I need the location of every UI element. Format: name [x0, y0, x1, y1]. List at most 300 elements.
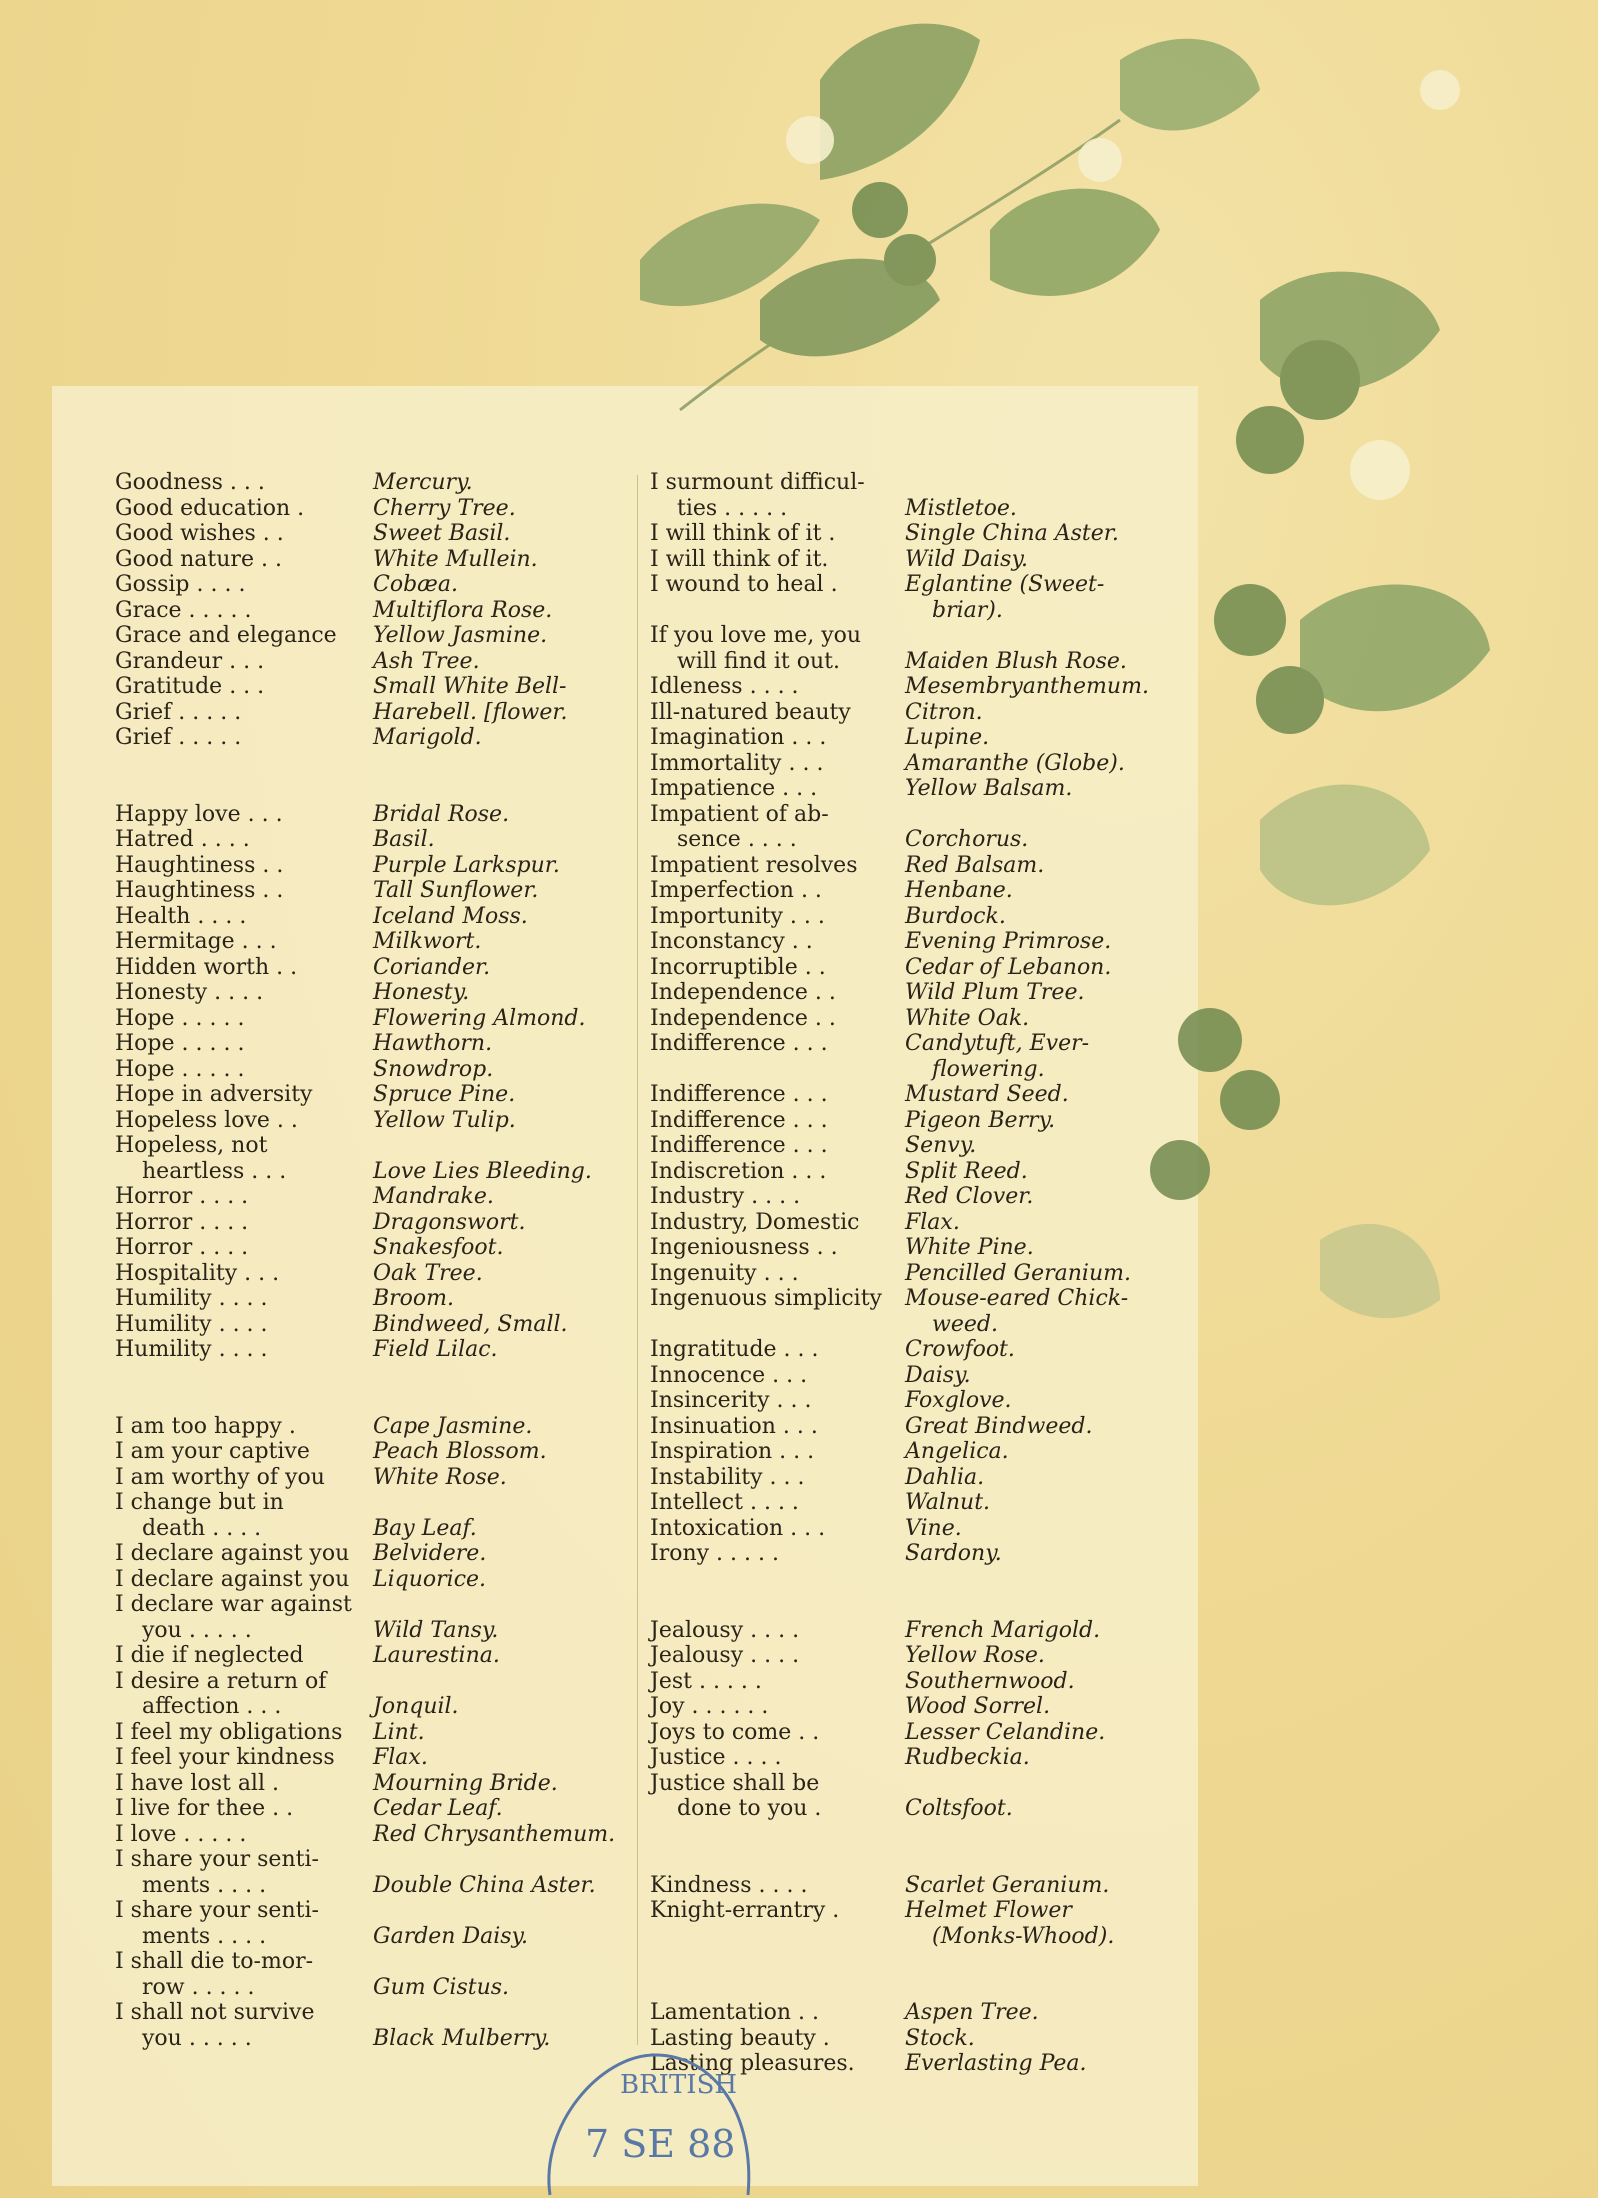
- flower-name: Mouse-eared Chick-: [905, 1286, 1129, 1311]
- glossary-row: [115, 1490, 635, 1516]
- sentiment-term: sence . . . .: [677, 827, 797, 852]
- flower-name: Angelica.: [905, 1439, 1009, 1464]
- sentiment-term: Gratitude . . .: [115, 674, 265, 699]
- sentiment-term: Hope in adversity: [115, 1082, 313, 1107]
- glossary-row: [115, 1184, 635, 1210]
- flower-name: Maiden Blush Rose.: [905, 648, 1127, 674]
- sentiment-term: I have lost all .: [115, 1770, 279, 1796]
- sentiment-term: Ingratitude . . .: [650, 1337, 819, 1362]
- glossary-row: [650, 496, 1170, 522]
- flower-name: (Monks-Whood).: [932, 1923, 1115, 1949]
- flower-name: Pencilled Geranium.: [905, 1260, 1131, 1286]
- sentiment-term: will find it out.: [677, 648, 840, 674]
- glossary-row: [650, 2000, 1170, 2026]
- flower-name: Double China Aster.: [373, 1872, 596, 1898]
- glossary-row: [115, 1618, 635, 1644]
- flower-name: Wild Daisy.: [905, 546, 1028, 572]
- sentiment-term: ments . . . .: [142, 1872, 267, 1898]
- sentiment-term: Importunity . . .: [650, 903, 825, 929]
- glossary-row: [650, 1159, 1170, 1185]
- glossary-row: [650, 1184, 1170, 1210]
- flower-name: Field Lilac.: [373, 1337, 498, 1362]
- glossary-row: [650, 1771, 1170, 1797]
- sentiment-term: row . . . . .: [142, 1974, 255, 2000]
- library-stamp: [540, 2045, 760, 2198]
- glossary-row: [115, 929, 635, 955]
- glossary-row: [650, 1490, 1170, 1516]
- glossary-row: [115, 1261, 635, 1287]
- flower-name: Crowfoot.: [905, 1337, 1015, 1362]
- sentiment-term: Insinuation . . .: [650, 1413, 818, 1439]
- flower-name: Flowering Almond.: [373, 1005, 586, 1031]
- flower-name: Gum Cistus.: [373, 1974, 510, 2000]
- sentiment-term: Goodness . . .: [115, 470, 265, 495]
- sentiment-term: Joys to come . .: [650, 1719, 820, 1745]
- glossary-row: [650, 1439, 1170, 1465]
- flower-name: Henbane.: [905, 878, 1013, 903]
- sentiment-term: Lamentation . .: [650, 2000, 819, 2025]
- flower-name: White Rose.: [373, 1464, 507, 1490]
- glossary-row: [115, 904, 635, 930]
- flower-name: Mourning Bride.: [373, 1770, 558, 1796]
- flower-name: Cedar Leaf.: [373, 1796, 503, 1821]
- glossary-row: [650, 1618, 1170, 1644]
- glossary-row: [650, 1541, 1170, 1567]
- flower-name: Lint.: [373, 1719, 425, 1745]
- sentiment-term: I will think of it.: [650, 546, 829, 572]
- sentiment-term: I am worthy of you: [115, 1464, 325, 1490]
- sentiment-term: Good nature . .: [115, 546, 282, 572]
- flower-name: Wood Sorrel.: [905, 1694, 1051, 1719]
- glossary-row: [115, 1592, 635, 1618]
- flower-name: White Mullein.: [373, 546, 538, 572]
- blank-line: [115, 751, 635, 777]
- flower-name: Mustard Seed.: [905, 1082, 1069, 1107]
- stamp-date: 7 SE 88: [585, 2122, 736, 2166]
- flower-name: Snakesfoot.: [373, 1235, 504, 1260]
- glossary-row: [115, 1873, 635, 1899]
- flower-name: Garden Daisy.: [373, 1923, 529, 1949]
- flower-name: Peach Blossom.: [373, 1439, 547, 1464]
- flower-name: Yellow Balsam.: [905, 776, 1073, 801]
- sentiment-term: you . . . . .: [142, 1617, 252, 1643]
- sentiment-term: Indifference . . .: [650, 1107, 828, 1133]
- sentiment-term: Grace and elegance: [115, 623, 337, 648]
- glossary-row: [650, 623, 1170, 649]
- flower-name: Laurestina.: [373, 1643, 500, 1668]
- sentiment-term: I am too happy .: [115, 1413, 296, 1439]
- sentiment-term: you . . . . .: [142, 2025, 252, 2051]
- flower-name: Bindweed, Small.: [373, 1311, 568, 1337]
- glossary-row: [115, 1082, 635, 1108]
- flower-name: Wild Plum Tree.: [905, 980, 1085, 1005]
- glossary-row: [115, 1720, 635, 1746]
- sentiment-term: Good wishes . .: [115, 521, 284, 546]
- flower-name: Great Bindweed.: [905, 1413, 1093, 1439]
- flower-name: Ash Tree.: [373, 648, 480, 674]
- sentiment-term: Grief . . . . .: [115, 725, 242, 750]
- blank-line: [650, 1847, 1170, 1873]
- column-divider: [637, 475, 638, 2045]
- sentiment-term: I love . . . . .: [115, 1821, 247, 1847]
- glossary-row: [650, 725, 1170, 751]
- glossary-row: [650, 1057, 1170, 1083]
- glossary-row: [650, 929, 1170, 955]
- flower-name: Senvy.: [905, 1133, 977, 1158]
- flower-name: Milkwort.: [373, 929, 482, 954]
- sentiment-term: Indifference . . .: [650, 1031, 828, 1056]
- flower-name: Tall Sunflower.: [373, 878, 539, 903]
- flower-name: French Marigold.: [905, 1617, 1101, 1643]
- sentiment-term: done to you .: [677, 1796, 822, 1821]
- glossary-row: [115, 1975, 635, 2001]
- flower-name: Black Mulberry.: [373, 2025, 551, 2051]
- flower-name: Purple Larkspur.: [373, 852, 560, 878]
- glossary-row: [115, 1286, 635, 1312]
- flower-name: White Pine.: [905, 1235, 1034, 1260]
- glossary-row: [115, 827, 635, 853]
- flower-name: Evening Primrose.: [905, 929, 1112, 954]
- sentiment-term: Gossip . . . .: [115, 572, 246, 597]
- flower-name: Pigeon Berry.: [905, 1107, 1056, 1133]
- flower-name: Sweet Basil.: [373, 521, 511, 546]
- glossary-row: [650, 1363, 1170, 1389]
- glossary-row: [650, 1898, 1170, 1924]
- sentiment-term: Industry . . . .: [650, 1184, 801, 1209]
- sentiment-term: Ingenuous simplicity: [650, 1286, 882, 1311]
- flower-name: Yellow Jasmine.: [373, 623, 548, 648]
- sentiment-term: Humility . . . .: [115, 1337, 268, 1362]
- sentiment-term: Lasting pleasures.: [650, 2051, 855, 2076]
- sentiment-term: Horror . . . .: [115, 1184, 249, 1209]
- sentiment-term: Idleness . . . .: [650, 674, 799, 699]
- sentiment-term: I live for thee . .: [115, 1796, 294, 1821]
- flower-name: Candytuft, Ever-: [905, 1031, 1090, 1056]
- flower-name: Marigold.: [373, 725, 482, 750]
- flower-name: Daisy.: [905, 1362, 971, 1388]
- flower-name: Burdock.: [905, 903, 1006, 929]
- flower-name: Citron.: [905, 699, 983, 725]
- flower-name: Snowdrop.: [373, 1056, 494, 1082]
- flower-name: Harebell. [flower.: [373, 699, 568, 725]
- sentiment-term: I surmount difficul-: [650, 470, 865, 495]
- glossary-row: [115, 1133, 635, 1159]
- sentiment-term: I shall die to-mor-: [115, 1949, 314, 1974]
- glossary-row: [115, 1235, 635, 1261]
- glossary-row: [650, 955, 1170, 981]
- glossary-row: [650, 1745, 1170, 1771]
- sentiment-term: death . . . .: [142, 1515, 262, 1541]
- sentiment-term: Hopeless, not: [115, 1133, 268, 1158]
- glossary-row: [115, 623, 635, 649]
- glossary-row: [115, 1439, 635, 1465]
- flower-name: Mistletoe.: [905, 495, 1017, 521]
- glossary-row: [650, 1337, 1170, 1363]
- left-column: [115, 470, 635, 2051]
- glossary-row: [115, 470, 635, 496]
- glossary-row: [115, 1567, 635, 1593]
- sentiment-term: Haughtiness . .: [115, 852, 284, 878]
- flower-name: Split Reed.: [905, 1158, 1028, 1184]
- flower-name: Rudbeckia.: [905, 1745, 1030, 1770]
- glossary-row: [650, 1414, 1170, 1440]
- glossary-row: [115, 955, 635, 981]
- sentiment-term: Imagination . . .: [650, 725, 827, 750]
- glossary-row: [115, 547, 635, 573]
- sentiment-term: Intellect . . . .: [650, 1490, 799, 1515]
- sentiment-term: I declare against you: [115, 1566, 350, 1592]
- glossary-row: [115, 1796, 635, 1822]
- flower-name: Aspen Tree.: [905, 2000, 1039, 2025]
- sentiment-term: I declare war against: [115, 1592, 352, 1617]
- glossary-row: [650, 853, 1170, 879]
- flower-name: Hawthorn.: [373, 1031, 493, 1056]
- sentiment-term: Instability . . .: [650, 1464, 805, 1490]
- glossary-row: [650, 470, 1170, 496]
- flower-name: Corchorus.: [905, 827, 1029, 852]
- glossary-row: [115, 1541, 635, 1567]
- glossary-row: [650, 1286, 1170, 1312]
- sentiment-term: Horror . . . .: [115, 1235, 249, 1260]
- blank-line: [115, 776, 635, 802]
- glossary-row: [115, 1108, 635, 1134]
- sentiment-term: Kindness . . . .: [650, 1872, 808, 1898]
- blank-line: [650, 1567, 1170, 1593]
- sentiment-term: Independence . .: [650, 980, 836, 1005]
- glossary-row: [650, 776, 1170, 802]
- sentiment-term: I feel my obligations: [115, 1719, 343, 1745]
- glossary-row: [115, 878, 635, 904]
- glossary-row: [650, 1082, 1170, 1108]
- flower-name: Multiflora Rose.: [373, 597, 553, 623]
- glossary-row: [115, 1159, 635, 1185]
- flower-name: Red Chrysanthemum.: [373, 1821, 616, 1847]
- glossary-row: [115, 1745, 635, 1771]
- glossary-row: [115, 1694, 635, 1720]
- sentiment-term: I share your senti-: [115, 1898, 319, 1923]
- glossary-row: [115, 598, 635, 624]
- blank-line: [650, 1949, 1170, 1975]
- glossary-row: [115, 496, 635, 522]
- flower-name: Red Clover.: [905, 1184, 1034, 1209]
- sentiment-term: Indifference . . .: [650, 1133, 828, 1158]
- sentiment-term: Incorruptible . .: [650, 954, 826, 980]
- glossary-row: [650, 1924, 1170, 1950]
- sentiment-term: Humility . . . .: [115, 1311, 268, 1337]
- sentiment-term: I share your senti-: [115, 1847, 319, 1872]
- glossary-row: [115, 980, 635, 1006]
- sentiment-term: Indiscretion . . .: [650, 1158, 827, 1184]
- flower-name: Oak Tree.: [373, 1260, 483, 1286]
- glossary-row: [115, 1006, 635, 1032]
- glossary-row: [115, 1031, 635, 1057]
- sentiment-term: I wound to heal .: [650, 572, 838, 597]
- glossary-row: [115, 1643, 635, 1669]
- glossary-row: [650, 1873, 1170, 1899]
- flower-name: Belvidere.: [373, 1541, 487, 1566]
- sentiment-term: I feel your kindness: [115, 1745, 335, 1770]
- sentiment-term: Good education .: [115, 495, 305, 521]
- glossary-row: [650, 649, 1170, 675]
- sentiment-term: Intoxication . . .: [650, 1515, 826, 1541]
- sentiment-term: Grace . . . . .: [115, 597, 252, 623]
- glossary-row: [650, 1720, 1170, 1746]
- sentiment-term: Jealousy . . . .: [650, 1643, 800, 1668]
- sentiment-term: heartless . . .: [142, 1158, 287, 1184]
- sentiment-term: If you love me, you: [650, 623, 862, 648]
- flower-name: Bay Leaf.: [373, 1515, 477, 1541]
- sentiment-term: Grief . . . . .: [115, 699, 242, 725]
- glossary-row: [115, 521, 635, 547]
- sentiment-term: Hospitality . . .: [115, 1260, 280, 1286]
- flower-name: Stock.: [905, 2025, 975, 2051]
- flower-name: Bridal Rose.: [373, 801, 510, 827]
- glossary-row: [115, 1847, 635, 1873]
- sentiment-term: Happy love . . .: [115, 801, 283, 827]
- sentiment-term: Jealousy . . . .: [650, 1617, 800, 1643]
- glossary-row: [650, 802, 1170, 828]
- sentiment-term: Hope . . . . .: [115, 1005, 245, 1031]
- sentiment-term: Ingenuity . . .: [650, 1260, 799, 1286]
- flower-name: Flax.: [905, 1209, 960, 1235]
- sentiment-term: Hope . . . . .: [115, 1031, 245, 1056]
- glossary-row: [650, 1694, 1170, 1720]
- flower-name: Lesser Celandine.: [905, 1719, 1106, 1745]
- flower-name: Yellow Rose.: [905, 1643, 1045, 1668]
- blank-line: [115, 1363, 635, 1389]
- sentiment-term: Industry, Domestic: [650, 1209, 860, 1235]
- flower-name: Helmet Flower: [905, 1898, 1072, 1923]
- blank-line: [115, 1388, 635, 1414]
- flower-name: Everlasting Pea.: [905, 2051, 1087, 2076]
- glossary-row: [650, 1669, 1170, 1695]
- sentiment-term: Hatred . . . .: [115, 827, 250, 852]
- sentiment-term: Independence . .: [650, 1005, 836, 1031]
- flower-name: Dahlia.: [905, 1464, 985, 1490]
- glossary-row: [115, 649, 635, 675]
- glossary-row: [650, 1031, 1170, 1057]
- glossary-row: [650, 547, 1170, 573]
- stamp-top-text: BRITISH: [620, 2070, 738, 2100]
- sentiment-term: Humility . . . .: [115, 1286, 268, 1311]
- sentiment-term: I change but in: [115, 1490, 284, 1515]
- flower-name: Amaranthe (Globe).: [905, 750, 1125, 776]
- sentiment-term: Hopeless love . .: [115, 1107, 298, 1133]
- glossary-row: [650, 598, 1170, 624]
- glossary-row: [650, 1006, 1170, 1032]
- glossary-row: [115, 1924, 635, 1950]
- glossary-row: [650, 904, 1170, 930]
- flower-name: Cedar of Lebanon.: [905, 954, 1112, 980]
- sentiment-term: I shall not survive: [115, 2000, 315, 2025]
- glossary-row: [650, 674, 1170, 700]
- sentiment-term: Hidden worth . .: [115, 954, 298, 980]
- flower-name: Cape Jasmine.: [373, 1413, 533, 1439]
- sentiment-term: I will think of it .: [650, 521, 836, 546]
- sentiment-term: I desire a return of: [115, 1668, 327, 1694]
- glossary-row: [650, 1643, 1170, 1669]
- glossary-row: [115, 1465, 635, 1491]
- glossary-row: [650, 751, 1170, 777]
- flower-name: Sardony.: [905, 1541, 1002, 1566]
- glossary-row: [115, 1057, 635, 1083]
- flower-name: Flax.: [373, 1745, 428, 1770]
- glossary-row: [650, 1796, 1170, 1822]
- sentiment-term: Hope . . . . .: [115, 1056, 245, 1082]
- glossary-row: [115, 802, 635, 828]
- flower-name: briar).: [932, 597, 1003, 623]
- flower-name: Dragonswort.: [373, 1209, 526, 1235]
- flower-name: Small White Bell-: [373, 674, 567, 699]
- glossary-row: [650, 1312, 1170, 1338]
- flower-name: Liquorice.: [373, 1566, 487, 1592]
- glossary-row: [115, 572, 635, 598]
- blank-line: [650, 1975, 1170, 2001]
- glossary-row: [115, 1771, 635, 1797]
- sentiment-term: Hermitage . . .: [115, 929, 277, 954]
- flower-name: Mercury.: [373, 470, 473, 495]
- glossary-row: [115, 1949, 635, 1975]
- flower-name: Single China Aster.: [905, 521, 1119, 546]
- flower-name: Lupine.: [905, 725, 990, 750]
- sentiment-term: Justice shall be: [650, 1770, 820, 1796]
- glossary-row: [115, 853, 635, 879]
- sentiment-term: Impatient resolves: [650, 852, 858, 878]
- sentiment-term: Impatient of ab-: [650, 801, 829, 827]
- blank-line: [650, 1592, 1170, 1618]
- glossary-row: [650, 1516, 1170, 1542]
- sentiment-term: Knight-errantry .: [650, 1898, 840, 1923]
- flower-name: Coriander.: [373, 954, 491, 980]
- glossary-row: [650, 572, 1170, 598]
- flower-name: Basil.: [373, 827, 435, 852]
- glossary-row: [650, 980, 1170, 1006]
- glossary-row: [650, 1235, 1170, 1261]
- sentiment-term: Honesty . . . .: [115, 980, 264, 1005]
- glossary-row: [115, 674, 635, 700]
- glossary-row: [115, 725, 635, 751]
- glossary-row: [650, 700, 1170, 726]
- flower-name: Wild Tansy.: [373, 1617, 499, 1643]
- sentiment-term: Ingeniousness . .: [650, 1235, 838, 1260]
- glossary-row: [115, 2000, 635, 2026]
- glossary-row: [115, 1414, 635, 1440]
- sentiment-term: Joy . . . . . .: [650, 1694, 769, 1719]
- flower-name: Walnut.: [905, 1490, 991, 1515]
- sentiment-term: affection . . .: [142, 1694, 282, 1719]
- sentiment-term: Haughtiness . .: [115, 878, 284, 903]
- flower-name: Yellow Tulip.: [373, 1107, 516, 1133]
- flower-name: Iceland Moss.: [373, 903, 528, 929]
- sentiment-term: I am your captive: [115, 1439, 310, 1464]
- glossary-row: [115, 1669, 635, 1695]
- flower-name: Honesty.: [373, 980, 470, 1005]
- flower-name: Vine.: [905, 1515, 962, 1541]
- flower-name: Cobæa.: [373, 572, 458, 597]
- glossary-row: [115, 1822, 635, 1848]
- flower-name: Jonquil.: [373, 1694, 459, 1719]
- flower-name: Cherry Tree.: [373, 495, 516, 521]
- flower-name: Foxglove.: [905, 1388, 1012, 1413]
- sentiment-term: Lasting beauty .: [650, 2025, 830, 2051]
- glossary-row: [115, 1337, 635, 1363]
- glossary-row: [650, 878, 1170, 904]
- sentiment-term: Innocence . . .: [650, 1362, 808, 1388]
- glossary-row: [115, 1516, 635, 1542]
- flower-name: Red Balsam.: [905, 852, 1045, 878]
- sentiment-term: Inspiration . . .: [650, 1439, 815, 1464]
- sentiment-term: Inconstancy . .: [650, 929, 813, 954]
